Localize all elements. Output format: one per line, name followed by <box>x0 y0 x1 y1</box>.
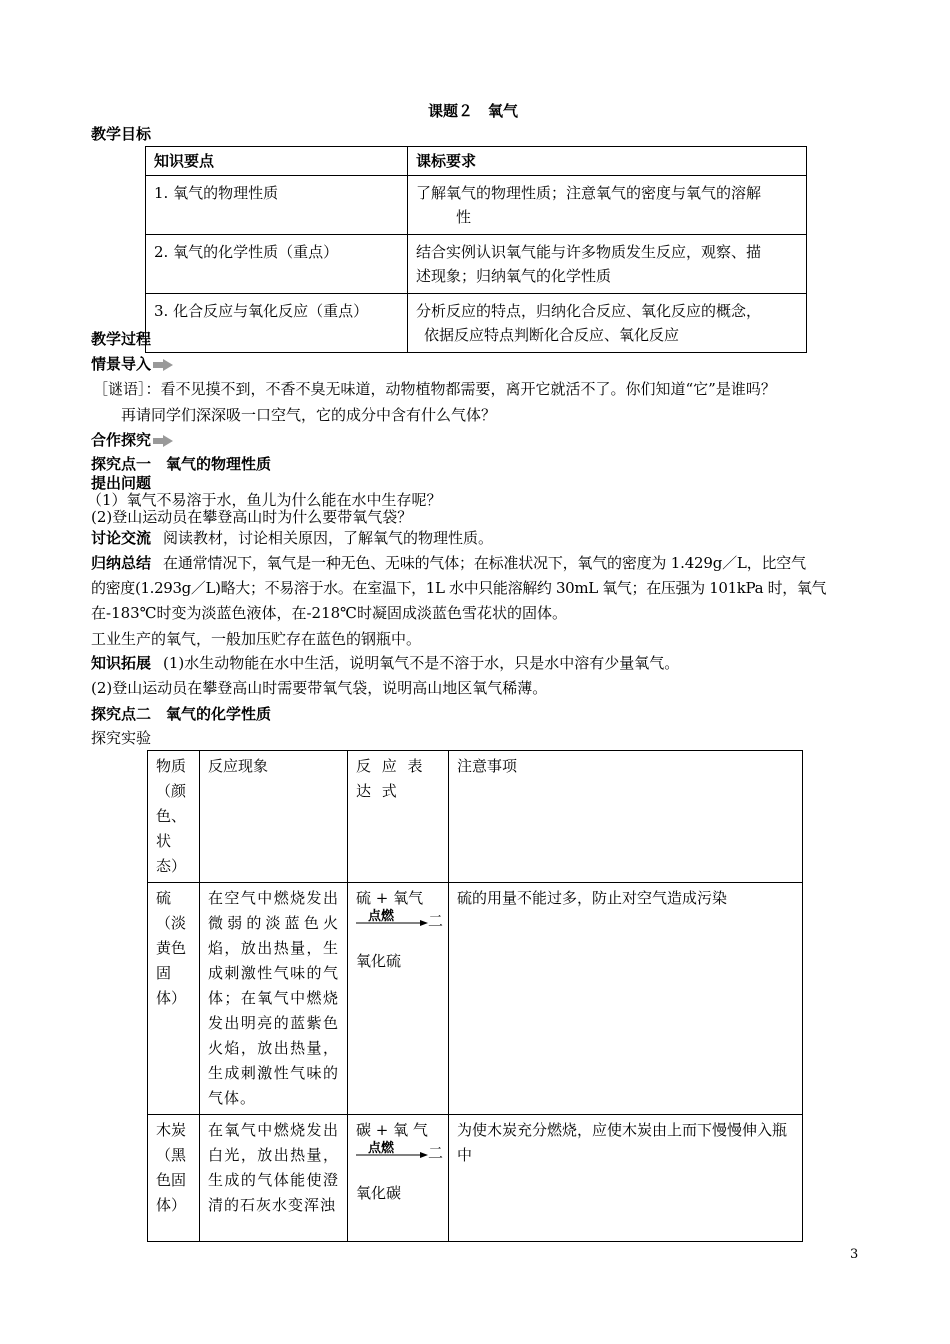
knowledge-point: 3. 化合反应与氧化反应（重点） <box>146 294 408 353</box>
requirement-line: 述现象；归纳氧气的化学性质 <box>416 267 612 285</box>
requirement <box>408 235 807 294</box>
question-heading: 提出问题 <box>91 474 152 492</box>
header-knowledge: 知识要点 <box>146 147 408 176</box>
reactants: 硫 + 氧气 <box>356 889 424 907</box>
question-1: （1）氧气不易溶于水，鱼儿为什么能在水中生存呢？ <box>87 491 442 509</box>
phenomenon-cell: 在氧气中燃烧发出白光，放出热量，生成的气体能使澄清的石灰水变浑浊 <box>200 1115 348 1242</box>
reaction-continuation: 二 <box>428 1144 444 1162</box>
reaction-arrow <box>356 1139 444 1162</box>
expression-cell <box>348 1115 449 1242</box>
arrow-right-icon <box>356 1152 428 1158</box>
header-substance: 物质（颜色、状态） <box>148 751 200 883</box>
table-row <box>146 176 807 235</box>
notes-cell: 为使木炭充分燃烧，应使木炭由上而下慢慢伸入瓶中 <box>449 1115 803 1242</box>
discuss-label: 讨论交流 <box>91 529 152 547</box>
requirement-line: 了解氧气的物理性质；注意氧气的密度与氧气的溶解 <box>416 184 762 202</box>
scene-heading: 情景导入 <box>91 355 152 373</box>
reaction-condition: 点燃 <box>368 1141 395 1156</box>
experiment-table <box>147 750 803 1242</box>
objectives-heading: 教学目标 <box>91 125 152 143</box>
summary-text: 在通常情况下，氧气是一种无色、无味的气体；在标准状况下，氧气的密度为 1.429g／L，比空气 <box>163 554 806 572</box>
point1-heading: 探究点一 氧气的物理性质 <box>91 455 272 473</box>
requirement-line: 性 <box>456 208 472 226</box>
page-title: 课题２ 氧气 <box>428 102 519 120</box>
arrow-right-icon <box>356 920 428 926</box>
arrow-right-icon <box>153 359 173 371</box>
coop-heading: 合作探究 <box>91 431 152 449</box>
notes-cell: 硫的用量不能过多，防止对空气造成污染 <box>449 883 803 1115</box>
header-notes: 注意事项 <box>449 751 803 883</box>
requirement-line: 分析反应的特点，归纳化合反应、氧化反应的概念， <box>416 302 762 320</box>
summary-line-3: 在-183℃时变为淡蓝色液体，在-218℃时凝固成淡蓝色雪花状的固体。 <box>91 604 567 622</box>
expression-cell <box>348 883 449 1115</box>
requirement-line: 结合实例认识氧气能与许多物质发生反应，观察、描 <box>416 243 762 261</box>
extend-row <box>91 652 679 674</box>
substance-cell: 硫（淡黄色固体） <box>148 883 200 1115</box>
scene-heading-row <box>91 353 173 375</box>
requirement-line: 依据反应特点判断化合反应、氧化反应 <box>424 326 680 344</box>
question-2: (2)登山运动员在攀登高山时为什么要带氧气袋？ <box>91 508 413 526</box>
extend-label: 知识拓展 <box>91 654 152 672</box>
reaction-product: 氧化碳 <box>356 1184 402 1202</box>
requirement <box>408 176 807 235</box>
requirement <box>408 294 807 353</box>
riddle-text-2: 再请同学们深深吸一口空气，它的成分中含有什么气体？ <box>121 406 497 424</box>
header-requirement: 课标要求 <box>408 147 807 176</box>
coop-heading-row <box>91 429 173 451</box>
table-row <box>146 294 807 353</box>
phenomenon-cell: 在空气中燃烧发出微弱的淡蓝色火焰，放出热量，生成刺激性气味的气体；在氧气中燃烧发出明亮的蓝紫色火焰，放出热量，生成刺激性气味的气体。 <box>200 883 348 1115</box>
summary-line-2: 的密度(1.293g／L)略大；不易溶于水。在室温下，1L 水中只能溶解约 30mL 氧气；在压强为 101kPa 时，氧气 <box>91 579 827 597</box>
discuss-text: 阅读教材，讨论相关原因，了解氧气的物理性质。 <box>163 529 494 547</box>
header-expression: 反 应 表 达 式 <box>348 751 449 883</box>
extend-text: (1)水生动物能在水中生活，说明氧气不是不溶于水，只是水中溶有少量氧气。 <box>163 654 680 672</box>
table-row <box>148 883 803 1115</box>
knowledge-point: 1. 氧气的物理性质 <box>146 176 408 235</box>
process-heading: 教学过程 <box>91 330 152 348</box>
industry-text: 工业生产的氧气，一般加压贮存在蓝色的钢瓶中。 <box>91 630 422 648</box>
reaction-condition: 点燃 <box>368 909 395 924</box>
reactants: 碳 + 氧 气 <box>356 1121 428 1139</box>
table-header-row <box>148 751 803 883</box>
table-header-row <box>146 147 807 176</box>
summary-row <box>91 552 806 574</box>
reaction-product: 氧化硫 <box>356 952 402 970</box>
summary-label: 归纳总结 <box>91 554 152 572</box>
point2-heading: 探究点二 氧气的化学性质 <box>91 705 272 723</box>
extend-line-2: (2)登山运动员在攀登高山时需要带氧气袋，说明高山地区氧气稀薄。 <box>91 679 548 697</box>
riddle-text: ［谜语］：看不见摸不到，不香不臭无味道，动物植物都需要，离开它就活不了。你们知道“它”是谁吗？ <box>93 380 776 398</box>
experiment-label: 探究实验 <box>91 729 152 747</box>
knowledge-point: 2. 氧气的化学性质（重点） <box>146 235 408 294</box>
table-row <box>146 235 807 294</box>
header-phenomenon: 反应现象 <box>200 751 348 883</box>
objectives-table <box>145 146 807 353</box>
reaction-continuation: 二 <box>428 912 444 930</box>
page-number: 3 <box>850 1247 859 1262</box>
reaction-arrow <box>356 907 444 930</box>
arrow-right-icon <box>153 435 173 447</box>
substance-cell: 木炭（黑色固体） <box>148 1115 200 1242</box>
discuss-row <box>91 527 493 549</box>
table-row <box>148 1115 803 1242</box>
